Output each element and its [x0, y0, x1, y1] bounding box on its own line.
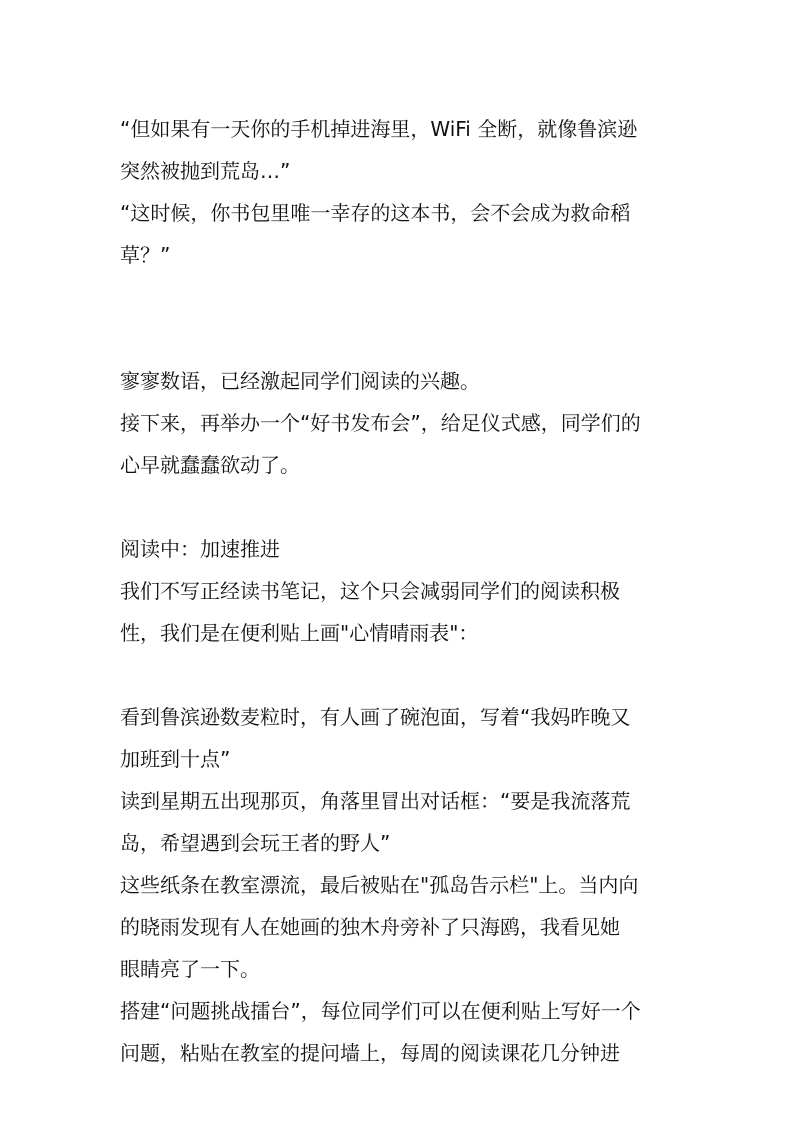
- text-line: 这些纸条在教室漂流，最后被贴在"孤岛告示栏"上。当内向: [120, 873, 639, 897]
- section-heading: 阅读中：加速推进: [120, 537, 280, 561]
- text-line: 突然被抛到荒岛…”: [120, 159, 291, 183]
- blank-line: [120, 276, 680, 318]
- text-line: “但如果有一天你的手机掉进海里，WiFi 全断，就像鲁滨逊: [120, 117, 638, 141]
- text-line: 的晓雨发现有人在她画的独木舟旁补了只海鸥，我看见她: [120, 915, 620, 939]
- text-line: 读到星期五出现那页，角落里冒出对话框：“要是我流落荒: [120, 789, 631, 813]
- text-line: 眼睛亮了一下。: [120, 957, 260, 981]
- text-line: 加班到十点”: [120, 747, 231, 771]
- text-line: 我们不写正经读书笔记，这个只会减弱同学们的阅读积极: [120, 579, 620, 603]
- blank-line: [120, 654, 680, 696]
- text-line: 性，我们是在便利贴上画"心情晴雨表"：: [120, 621, 479, 645]
- text-line: 搭建“问题挑战擂台”，每位同学们可以在便利贴上写好一个: [120, 999, 641, 1023]
- document-body: [120, 108, 680, 1074]
- text-line: 接下来，再举办一个“好书发布会”，给足仪式感，同学们的: [120, 411, 641, 435]
- blank-line: [120, 486, 680, 528]
- text-line: “这时候，你书包里唯一幸存的这本书，会不会成为救命稻: [120, 201, 631, 225]
- text-line: 问题，粘贴在教室的提问墙上，每周的阅读课花几分钟进: [120, 1041, 620, 1065]
- text-line: 心早就蠢蠢欲动了。: [120, 453, 300, 477]
- text-line: 看到鲁滨逊数麦粒时，有人画了碗泡面，写着“我妈昨晚又: [120, 705, 631, 729]
- blank-line: [120, 318, 680, 360]
- text-line: 岛，希望遇到会玩王者的野人”: [120, 831, 391, 855]
- text-line: 草？”: [120, 243, 171, 267]
- text-line: 寥寥数语，已经激起同学们阅读的兴趣。: [120, 369, 480, 393]
